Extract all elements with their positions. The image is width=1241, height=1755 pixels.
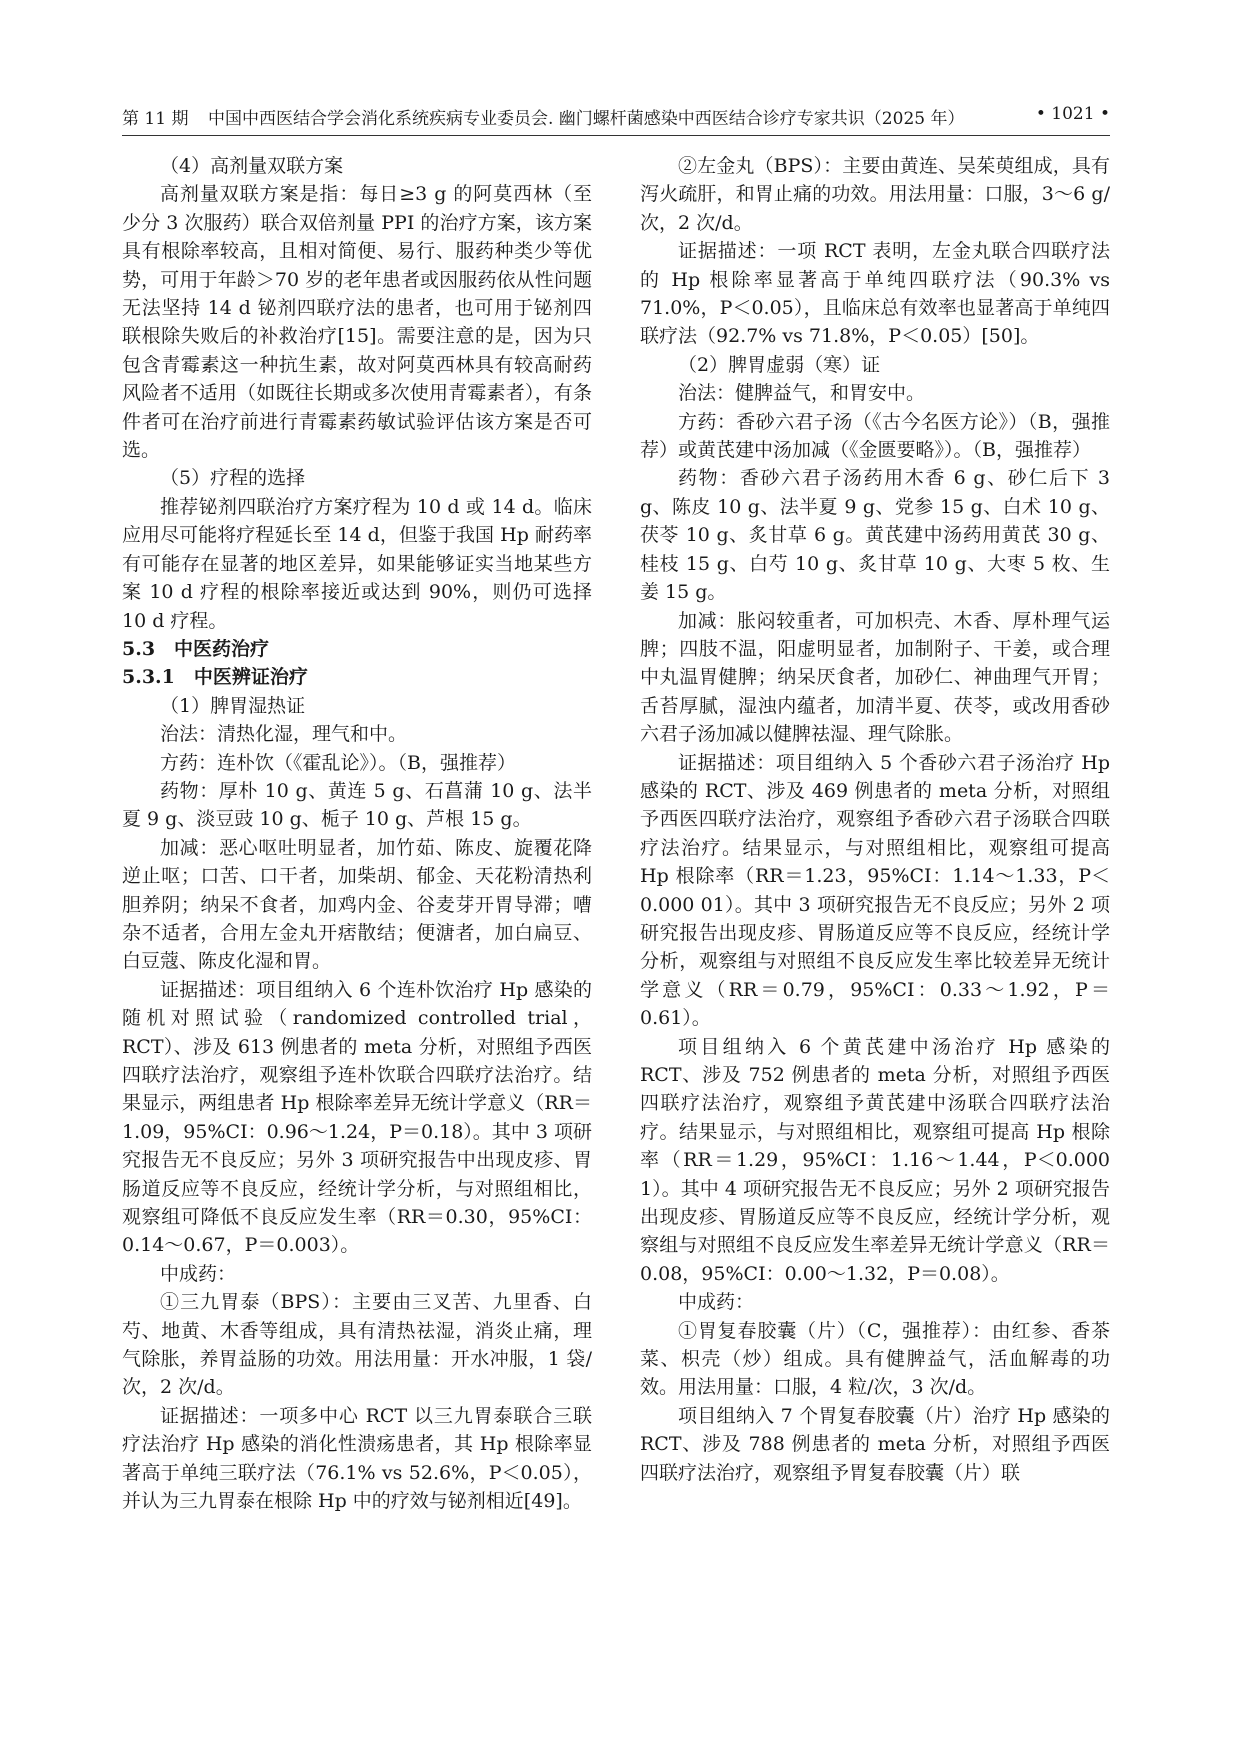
section-heading-5-3: 5.3 中医药治疗 [122,637,270,660]
right-column [640,152,1110,1487]
header-rule [122,135,1110,136]
evidence-weifuchun: 项目组纳入 7 个胃复春胶囊（片）治疗 Hp 感染的 RCT、涉及 788 例患者的 meta 分析，对照组予西医四联疗法治疗，观察组予胃复春胶囊（片）联 [640,1404,1110,1484]
modifications-2: 加减：胀闷较重者，可加枳壳、木香、厚朴理气运脾；四肢不温，阳虚明显者，加制附子、干姜，或合理中丸温胃健脾；纳呆厌食者，加砂仁、神曲理气开胃；舌苔厚腻，湿浊内蕴者，加清半夏、茯苓，或改用香砂六君子汤加减以健脾祛湿、理气除胀。 [640,609,1110,746]
herbs-2: 药物：香砂六君子汤药用木香 6 g、砂仁后下 3 g、陈皮 10 g、法半夏 9 g、党参 15 g、白术 10 g、茯苓 10 g、炙甘草 6 g。黄芪建中汤药用黄芪 30 g、桂枝 15 g、白芍 10 g、炙甘草 10 g、大枣 5 枚、生姜 15 g。 [640,467,1110,604]
paragraph-high-dose-dual: 高剂量双联方案是指：每日≥3 g 的阿莫西林（至少分 3 次服药）联合双倍剂量 PPI 的治疗方案，该方案具有根除率较高，且相对简便、易行、服药种类少等优势，可用于年龄＞70 岁的老年患者或因服药依从性问题无法坚持 14 d 铋剂四联疗法的患者，也可用于铋剂四联根除失败后的补救治疗[15]。需要注意的是，因为只包含青霉素这一种抗生素，故对阿莫西林具有较高耐药风险者不适用（如既往长期或多次使用青霉素者），有条件者可在治疗前进行青霉素药敏试验评估该方案是否可选。 [122,183,592,462]
prescription: 方药：连朴饮（《霍乱论》）。（B，强推荐） [160,751,516,774]
prescription-2: 方药：香砂六君子汤（《古今名医方论》）（B，强推荐）或黄芪建中汤加减（《金匮要略》）。（B，强推荐） [640,410,1110,462]
patent-medicine-label: 中成药： [160,1262,237,1285]
evidence-zuojinwan: 证据描述：一项 RCT 表明，左金丸联合四联疗法的 Hp 根除率显著高于单纯四联疗法（90.3% vs 71.0%，P＜0.05），且临床总有效率也显著高于单纯四联疗法（92.7% vs 71.8%，P＜0.05）[50]。 [640,240,1110,348]
evidence-xiangsha: 证据描述：项目组纳入 5 个香砂六君子汤治疗 Hp 感染的 RCT、涉及 469 例患者的 meta 分析，对照组予西医四联疗法治疗，观察组予香砂六君子汤联合四联疗法治疗。结果显示，与对照组相比，观察组可提高 Hp 根除率（RR＝1.23，95%CI：1.14～1.33，P＜0.000 01）。其中 3 项研究报告无不良反应；另外 2 项研究报告出现皮疹、胃肠道反应等不良反应，经统计学分析，观察组与对照组不良反应发生率比较差异无统计学意义（RR＝0.79，95%CI：0.33～1.92，P＝0.61）。 [640,751,1110,1030]
subheading-high-dose-dual: （4）高剂量双联方案 [160,155,344,177]
subheading-course: （5）疗程的选择 [160,467,306,490]
zuojinwan: ②左金丸（BPS）：主要由黄连、吴茱萸组成，具有泻火疏肝，和胃止痛的功效。用法用量：口服，3～6 g/次，2 次/d。 [640,155,1110,234]
page-number: • 1021 • [1035,104,1110,124]
evidence-sanjiuweitai: 证据描述：一项多中心 RCT 以三九胃泰联合三联疗法治疗 Hp 感染的消化性溃疡患者，其 Hp 根除率显著高于单纯三联疗法（76.1% vs 52.6%，P＜0.05），并认为三九胃泰在根除 Hp 中的疗效与铋剂相近[49]。 [122,1404,592,1513]
syndrome-heading-damp-heat: （1）脾胃湿热证 [160,694,306,717]
treatment-principle: 治法：清热化湿，理气和中。 [160,723,408,746]
herbs: 药物：厚朴 10 g、黄连 5 g、石菖蒲 10 g、法半夏 9 g、淡豆豉 10 g、栀子 10 g、芦根 15 g。 [122,779,592,831]
patent-medicine-label-2: 中成药： [678,1291,755,1314]
issue-label: 第 11 期 [122,109,189,129]
syndrome-heading-spleen-deficiency: （2）脾胃虚弱（寒）证 [678,353,881,376]
evidence-lianpoyin: 证据描述：项目组纳入 6 个连朴饮治疗 Hp 感染的随机对照试验（randomized controlled trial，RCT）、涉及 613 例患者的 meta 分析，对照组予西医四联疗法治疗，观察组予连朴饮联合四联疗法治疗。结果显示，两组患者 Hp 根除率差异无统计学意义（RR＝1.09，95%CI：0.96～1.24，P＝0.18）。其中 3 项研究报告无不良反应；另外 3 项研究报告中出现皮疹、胃肠道反应等不良反应，经统计学分析，与对照组相比，观察组可降低不良反应发生率（RR＝0.30，95%CI：0.14～0.67，P＝0.003）。 [122,978,592,1257]
section-heading-5-3-1: 5.3.1 中医辨证治疗 [122,666,308,689]
header-title: 中国中西医结合学会消化系统疾病专业委员会. 幽门螺杆菌感染中西医结合诊疗专家共识（2025 年） [208,109,965,129]
treatment-principle-2: 治法：健脾益气，和胃安中。 [678,382,926,405]
weifuchun: ①胃复春胶囊（片）（C，强推荐）：由红参、香茶菜、枳壳（炒）组成。具有健脾益气，活血解毒的功效。用法用量：口服，4 粒/次，3 次/d。 [640,1319,1110,1399]
paragraph-course: 推荐铋剂四联治疗方案疗程为 10 d 或 14 d。临床应用尽可能将疗程延长至 14 d，但鉴于我国 Hp 耐药率有可能存在显著的地区差异，如果能够证实当地某些方案 10 d 疗程的根除率接近或达到 90%，则仍可选择 10 d 疗程。 [122,495,592,632]
left-column [122,152,592,1516]
sanjiuweitai: ①三九胃泰（BPS）：主要由三叉苦、九里香、白芍、地黄、木香等组成，具有清热祛湿，消炎止痛，理气除胀，养胃益肠的功效。用法用量：开水冲服，1 袋/次，2 次/d。 [122,1291,592,1399]
running-header [122,104,1110,132]
modifications: 加减：恶心呕吐明显者，加竹茹、陈皮、旋覆花降逆止呕；口苦、口干者，加柴胡、郁金、天花粉清热利胆养阴；纳呆不食者，加鸡内金、谷麦芽开胃导滞；嘈杂不适者，合用左金丸开痞散结；便溏者，加白扁豆、白豆蔻、陈皮化湿和胃。 [122,836,592,973]
evidence-huangqi: 项目组纳入 6 个黄芪建中汤治疗 Hp 感染的 RCT、涉及 752 例患者的 meta 分析，对照组予西医四联疗法治疗，观察组予黄芪建中汤联合四联疗法治疗。结果显示，与对照组相比，观察组可提高 Hp 根除率（RR＝1.29，95%CI：1.16～1.44，P＜0.000 1）。其中 4 项研究报告无不良反应；另外 2 项研究报告出现皮疹、胃肠道反应等不良反应，经统计学分析，观察组与对照组不良反应发生率差异无统计学意义（RR＝0.08，95%CI：0.00～1.32，P＝0.08）。 [640,1035,1110,1285]
